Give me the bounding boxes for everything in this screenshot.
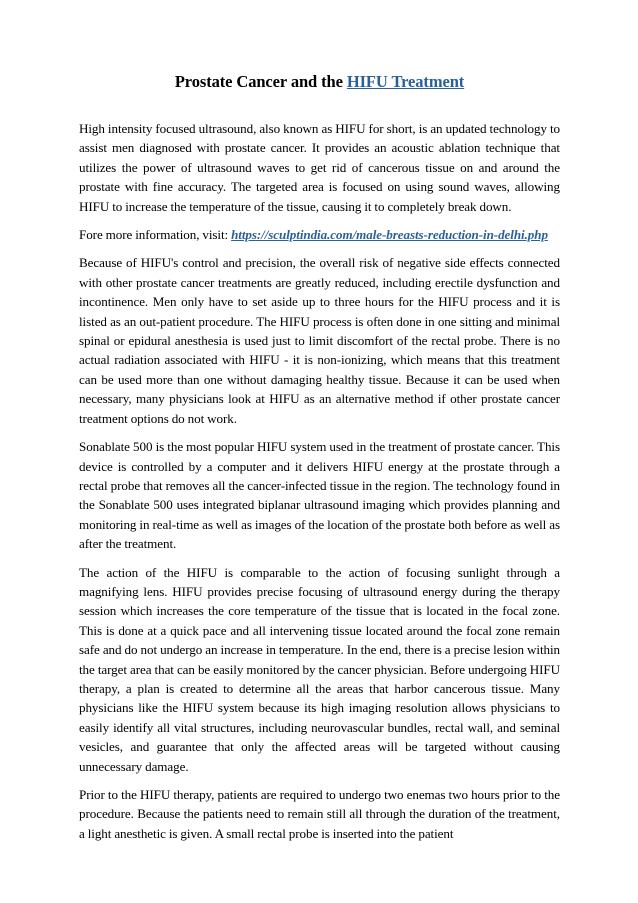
paragraph-preparation: Prior to the HIFU therapy, patients are required to undergo two enemas two hours prior to the procedure. Because the patients need to remain still all through the duration of the treatment, a light anesthetic is given. A small rectal probe is inserted into the patient xyxy=(79,787,560,841)
paragraph-benefits: Because of HIFU's control and precision, the overall risk of negative side effects connected with other prostate cancer treatments are greatly reduced, including erectile dysfunction and incontinence. Men only have to set aside up to three hours for the HIFU process and it is listed as an out-patient procedure. The HIFU process is often done in one sitting and minimal spinal or epidural anesthesia is used just to limit discomfort of the rectal probe. There is no actual radiation associated with HIFU - it is non-ionizing, which means that this treatment can be used more than one without damaging healthy tissue. Because it can be used when necessary, many physicians look at HIFU as an alternative method if other prostate cancer treatment options do not work. xyxy=(79,255,560,426)
page-title xyxy=(79,70,560,94)
paragraph-mechanism: The action of the HIFU is comparable to the action of focusing sunlight through a magnifying lens. HIFU provides precise focusing of ultrasound energy during the therapy session which increases the core temperature of the tissue that is located in the focal zone. This is done at a quick pace and all intervening tissue located around the focal zone remain safe and do not undergo an increase in temperature. In the end, there is a precise lesion within the target area that can be easily monitored by the cancer physician. Before undergoing HIFU therapy, a plan is created to determine all the areas that harbor cancerous tissue. Many physicians like the HIFU system because its high imaging resolution allows physicians to easily identify all vital structures, including neurovascular bundles, rectal wall, and seminal vesicles, and guarantee that only the affected areas will be targeted without causing unnecessary damage. xyxy=(79,564,560,774)
paragraph-intro: High intensity focused ultrasound, also known as HIFU for short, is an updated technology to assist men diagnosed with prostate cancer. It provides an acoustic ablation technique that utilizes the power of ultrasound waves to get rid of cancerous tissue on and around the prostate with fine accuracy. The targeted area is focused on using sound waves, allowing HIFU to increase the temperature of the tissue, causing it to completely break down. xyxy=(79,121,560,214)
more-info-label: Fore more information, visit: xyxy=(79,227,232,243)
document-page xyxy=(79,70,560,852)
paragraph-sonablate: Sonablate 500 is the most popular HIFU system used in the treatment of prostate cancer. This device is controlled by a computer and it delivers HIFU energy at the prostate through a rectal probe that removes all the cancer-infected tissue in the region. The technology found in the Sonablate 500 uses integrated biplanar ultrasound imaging which provides planning and monitoring in real-time as well as images of the location of the prostate both before as well as after the treatment. xyxy=(79,439,560,552)
paragraph-more-info xyxy=(79,225,560,244)
title-text: Prostate Cancer and the xyxy=(174,72,347,91)
more-info-link[interactable]: https://sculptindia.com/male-breasts-reduction-in-delhi.php xyxy=(231,227,548,243)
title-hifu-link[interactable]: HIFU Treatment xyxy=(346,72,465,91)
